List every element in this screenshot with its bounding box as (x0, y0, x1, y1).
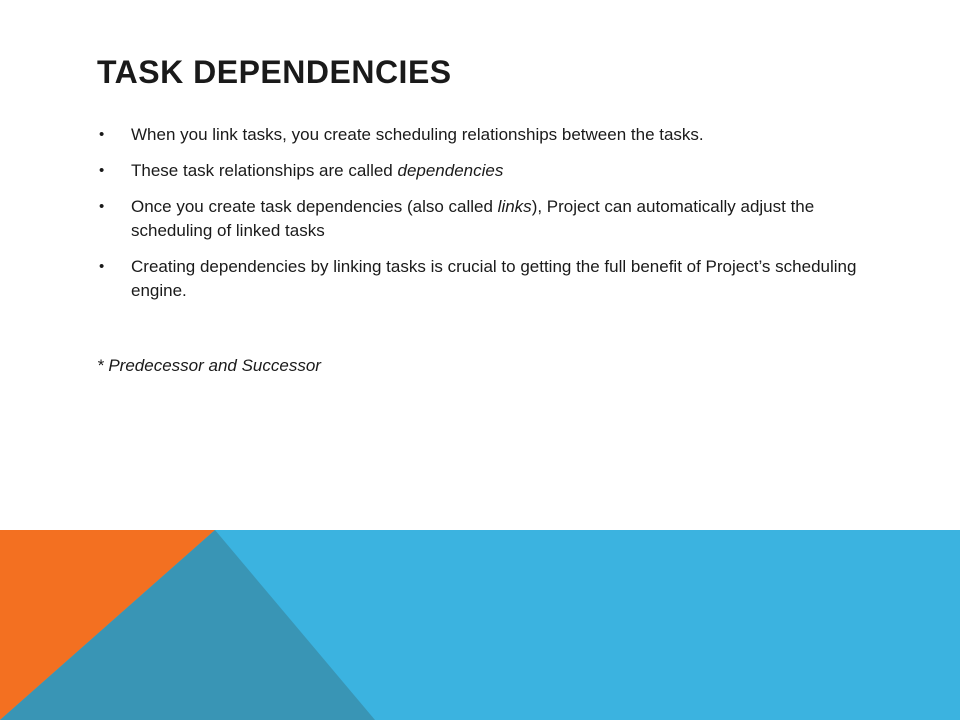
bullet-item (97, 195, 877, 243)
footnote: * Predecessor and Successor (97, 356, 321, 375)
bullet-text: Creating dependencies by linking tasks is crucial to getting the full benefit of Project’s scheduling engine. (131, 257, 857, 300)
bullet-dot: • (99, 162, 105, 179)
slide-title: TASK DEPENDENCIES (97, 54, 452, 90)
bullet-list (97, 123, 877, 315)
bullet-dot: • (99, 198, 105, 215)
decorative-color-band (0, 530, 960, 720)
bullet-item (97, 255, 877, 303)
bullet-dot: • (99, 126, 105, 143)
bullet-item (97, 123, 877, 147)
bullet-text: When you link tasks, you create scheduling relationships between the tasks. (131, 125, 704, 144)
bullet-text: Once you create task dependencies (also called (131, 197, 498, 216)
bullet-text: ), Project can automatically adjust the scheduling of linked tasks (131, 197, 815, 240)
bullet-dot: • (99, 258, 105, 275)
bullet-emphasis-text: dependencies (397, 161, 504, 180)
bullet-emphasis-text: links (497, 197, 532, 216)
bullet-text: These task relationships are called (131, 161, 398, 180)
bullet-item (97, 159, 877, 183)
